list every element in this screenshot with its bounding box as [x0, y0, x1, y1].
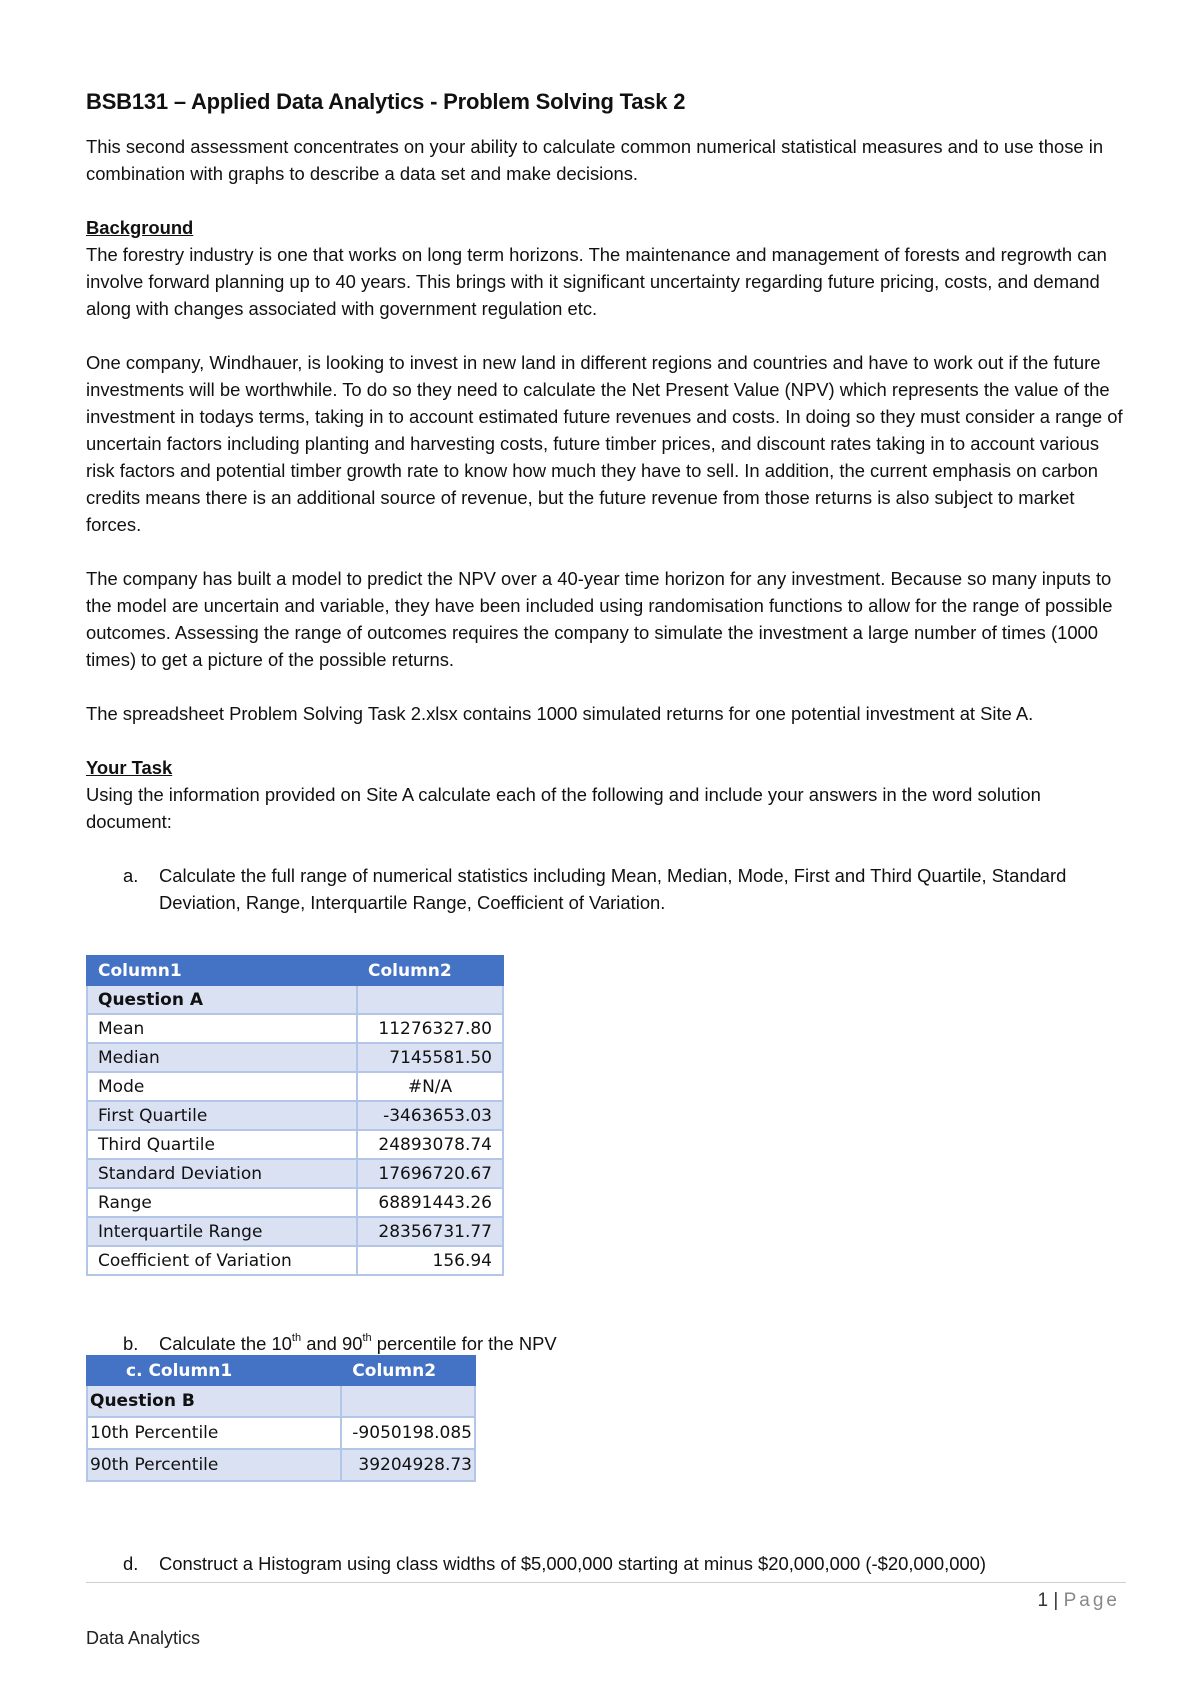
table-row: [87, 1417, 475, 1449]
task-item-b-sup-1: th: [291, 1331, 302, 1344]
table-a-section-label: Question A: [87, 985, 357, 1014]
task-item-b-marker: b.: [123, 1333, 139, 1354]
footer-label: Data Analytics: [86, 1628, 201, 1648]
stat-value: 68891443.26: [357, 1188, 503, 1217]
task-item-a-marker: a.: [123, 865, 139, 886]
page-word: Page: [1063, 1590, 1120, 1611]
table-a-header-col2: Column2: [357, 956, 503, 985]
table-a-header-col1: Column1: [87, 956, 357, 985]
stat-value: 28356731.77: [357, 1217, 503, 1246]
task-item-d: [86, 1550, 1199, 1577]
stat-label: First Quartile: [87, 1101, 357, 1130]
intro-paragraph: This second assessment concentrates on your ability to calculate common numerical statistical measures and to use those in combination with graphs to describe a data set and make decisions.: [86, 136, 1104, 184]
table-row: [87, 1072, 503, 1101]
stat-value: -3463653.03: [357, 1101, 503, 1130]
stat-label: Third Quartile: [87, 1130, 357, 1159]
task-item-d-marker: d.: [123, 1553, 139, 1574]
page-number: [1038, 1590, 1120, 1612]
table-row: [87, 1449, 475, 1481]
task-item-b: [86, 1330, 1199, 1357]
task-heading: Your Task: [86, 757, 173, 778]
task-item-b-sup-2: th: [362, 1331, 372, 1344]
table-row: [87, 1130, 503, 1159]
stat-value: 24893078.74: [357, 1130, 503, 1159]
table-row: [87, 1188, 503, 1217]
percentile-label: 90th Percentile: [87, 1449, 341, 1481]
table-row: [87, 1043, 503, 1072]
background-heading: Background: [86, 217, 194, 238]
stat-value: #N/A: [357, 1072, 503, 1101]
background-paragraph-1: The forestry industry is one that works on long term horizons. The maintenance and management of forests and regrowth can involve forward planning up to 40 years. This brings with it significant uncertainty regarding future pricing, costs, and demand along with changes associated with government regulation etc.: [86, 244, 1107, 319]
question-a-table: [86, 955, 504, 1276]
percentile-value: -9050198.085: [341, 1417, 475, 1449]
table-row: [87, 1014, 503, 1043]
task-intro: Using the information provided on Site A calculate each of the following and include your answers in the word solution document:: [86, 784, 1041, 832]
table-b-header-col2: Column2: [341, 1356, 475, 1385]
question-b-table: [86, 1355, 476, 1482]
stat-label: Standard Deviation: [87, 1159, 357, 1188]
stat-value: 11276327.80: [357, 1014, 503, 1043]
stat-value: 7145581.50: [357, 1043, 503, 1072]
percentile-label: 10th Percentile: [87, 1417, 341, 1449]
stat-label: Mean: [87, 1014, 357, 1043]
stat-label: Coefficient of Variation: [87, 1246, 357, 1275]
table-b-section-label: Question B: [87, 1385, 341, 1417]
table-row: [87, 985, 503, 1014]
task-item-d-text: Construct a Histogram using class widths of $5,000,000 starting at minus $20,000,000 (-$20,000,000): [159, 1553, 987, 1574]
task-item-b-text-pre: Calculate the 10: [159, 1333, 292, 1354]
stat-label: Range: [87, 1188, 357, 1217]
percentile-value: 39204928.73: [341, 1449, 475, 1481]
task-item-b-text-mid: and 90: [301, 1333, 363, 1354]
task-item-a: [86, 862, 1126, 916]
task-item-b-text-post: percentile for the NPV: [371, 1333, 557, 1354]
task-item-a-text: Calculate the full range of numerical statistics including Mean, Median, Mode, First and Third Quartile, Standard Deviation, Range, Interquartile Range, Coefficient of Variation.: [159, 865, 1067, 913]
page-number-separator: |: [1053, 1590, 1059, 1611]
background-paragraph-3: The company has built a model to predict the NPV over a 40-year time horizon for any investment. Because so many inputs to the model are uncertain and variable, they have been included using randomisation functions to allow for the range of possible outcomes. Assessing the range of outcomes requires the company to simulate the investment a large number of times (1000 times) to get a picture of the possible returns.: [86, 568, 1113, 670]
stat-label: Median: [87, 1043, 357, 1072]
background-paragraph-4: The spreadsheet Problem Solving Task 2.xlsx contains 1000 simulated returns for one potential investment at Site A.: [86, 703, 1034, 724]
table-row: [87, 1159, 503, 1188]
footer-divider: [86, 1582, 1126, 1583]
stat-value: 17696720.67: [357, 1159, 503, 1188]
page-number-value: 1: [1037, 1590, 1049, 1611]
document-body: [86, 88, 1126, 916]
table-row: [87, 1246, 503, 1275]
table-row: [87, 1385, 475, 1417]
background-paragraph-2: One company, Windhauer, is looking to invest in new land in different regions and countries and have to work out if the future investments will be worthwhile. To do so they need to calculate the Net Present Value (NPV) which represents the value of the investment in todays terms, taking in to account estimated future revenues and costs. In doing so they must consider a range of uncertain factors including planting and harvesting costs, future timber prices, and discount rates taking in to account various risk factors and potential timber growth rate to know how much they have to sell. In addition, the current emphasis on carbon credits means there is an additional source of revenue, but the future revenue from those returns is also subject to market forces.: [86, 352, 1123, 535]
table-b-header-col1: c. Column1: [87, 1356, 341, 1385]
stat-label: Mode: [87, 1072, 357, 1101]
stat-value: 156.94: [357, 1246, 503, 1275]
document-title: BSB131 – Applied Data Analytics - Problem Solving Task 2: [86, 89, 686, 114]
stat-label: Interquartile Range: [87, 1217, 357, 1246]
table-row: [87, 1217, 503, 1246]
table-row: [87, 1101, 503, 1130]
